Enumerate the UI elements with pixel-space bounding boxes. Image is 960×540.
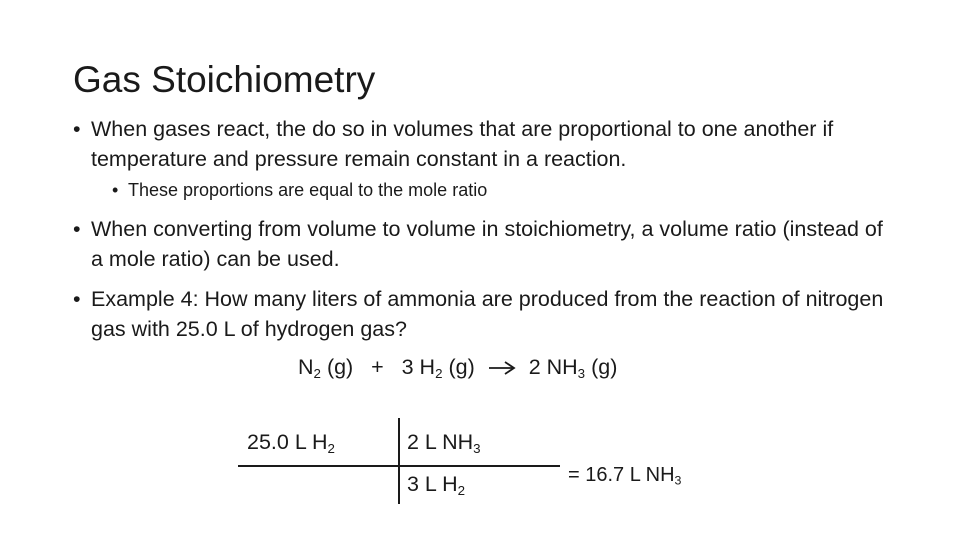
nh3-subscript: 3	[577, 365, 586, 381]
sub-bullet-1-text: These proportions are equal to the mole ratio	[128, 180, 488, 200]
bullet-marker: •	[112, 180, 119, 200]
n2-formula: N	[298, 355, 314, 379]
numerator-text: 2 L NH	[407, 430, 474, 454]
bullet-3-text: Example 4: How many liters of ammonia are produced from the reaction of nitrogen gas with 25.0 L of hydrogen gas?	[91, 287, 884, 341]
bullet-1	[73, 114, 893, 174]
denominator-text: 3 L H	[407, 472, 458, 496]
nh3-formula: 2 NH	[528, 355, 578, 379]
divider-line	[398, 418, 400, 504]
given-text: 25.0 L H	[247, 430, 328, 454]
result-subscript: 3	[674, 473, 682, 488]
result-text: = 16.7 L NH	[568, 464, 675, 486]
n2-subscript: 2	[313, 365, 321, 381]
plus-sign: +	[371, 355, 384, 379]
denominator	[407, 472, 465, 497]
sub-bullet-1	[112, 178, 487, 202]
bullet-1-text: When gases react, the do so in volumes that are proportional to one another if temperature and pressure remain constant in a reaction.	[91, 117, 834, 171]
bullet-marker: •	[73, 287, 81, 311]
bullet-2	[73, 214, 893, 274]
chemical-equation	[298, 355, 617, 380]
bullet-marker: •	[73, 117, 81, 141]
bullet-3	[73, 284, 893, 344]
slide-title: Gas Stoichiometry	[73, 59, 376, 100]
result	[568, 464, 681, 487]
h2-state: (g)	[448, 355, 475, 379]
bullet-2-text: When converting from volume to volume in stoichiometry, a volume ratio (instead of a mole ratio) can be used.	[91, 217, 883, 271]
bullet-marker: •	[73, 217, 81, 241]
nh3-state: (g)	[591, 355, 618, 379]
n2-state: (g)	[326, 355, 354, 379]
right-arrow-icon	[487, 360, 517, 376]
h2-subscript: 2	[435, 365, 443, 381]
numerator	[407, 430, 481, 455]
given-quantity	[247, 430, 335, 455]
given-subscript: 2	[327, 440, 335, 456]
denominator-subscript: 2	[457, 482, 466, 498]
h2-formula: 3 H	[401, 355, 436, 379]
numerator-subscript: 3	[473, 440, 481, 456]
